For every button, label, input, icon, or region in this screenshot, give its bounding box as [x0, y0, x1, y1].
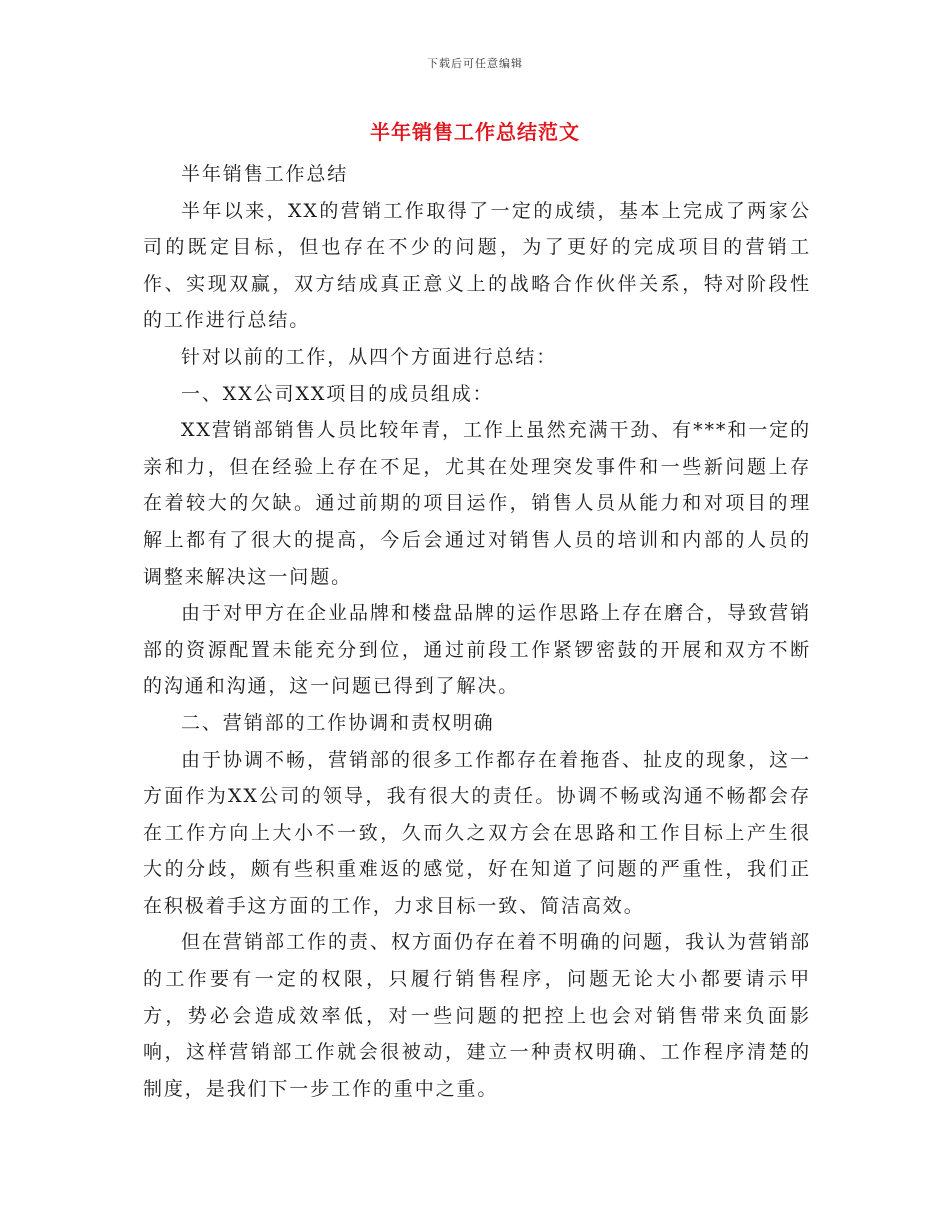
paragraph-intro: 半年以来，XX的营销工作取得了一定的成绩，基本上完成了两家公司的既定目标，但也存在不少的问题，为了更好的完成项目的营销工作、实现双赢，双方结成真正意义上的战略合作伙伴关系，特对阶段性的工作进行总结。 [143, 199, 811, 332]
page-header-note: 下载后可任意编辑 [427, 57, 523, 70]
document-body [143, 156, 811, 1107]
section-heading-1: 一、XX公司XX项目的成员组成： [181, 382, 494, 405]
paragraph-resources: 由于对甲方在企业品牌和楼盘品牌的运作思路上存在磨合，导致营销部的资源配置未能充分到位，通过前段工作紧锣密鼓的开展和双方不断的沟通和沟通，这一问题已得到了解决。 [143, 602, 811, 698]
document-title: 半年销售工作总结范文 [370, 120, 580, 144]
paragraph-team: XX营销部销售人员比较年青，工作上虽然充满干劲、有***和一定的亲和力，但在经验上存在不足，尤其在处理突发事件和一些新问题上存在着较大的欠缺。通过前期的项目运作，销售人员从能力和对项目的理解上都有了很大的提高，今后会通过对销售人员的培训和内部的人员的调整来解决这一问题。 [143, 419, 811, 588]
section-heading-2: 二、营销部的工作协调和责权明确 [181, 711, 495, 734]
paragraph-overview: 针对以前的工作，从四个方面进行总结： [181, 345, 558, 368]
paragraph-coordination: 由于协调不畅，营销部的很多工作都存在着拖沓、扯皮的现象，这一方面作为XX公司的领导，我有很大的责任。协调不畅或沟通不畅都会存在工作方向上大小不一致，久而久之双方会在思路和工作目标上产生很大的分歧，颇有些积重难返的感觉，好在知道了问题的严重性，我们正在积极着手这方面的工作，力求目标一致、简洁高效。 [143, 748, 811, 917]
paragraph-authority: 但在营销部工作的责、权方面仍存在着不明确的问题，我认为营销部的工作要有一定的权限，只履行销售程序，问题无论大小都要请示甲方，势必会造成效率低，对一些问题的把控上也会对销售带来负面影响，这样营销部工作就会很被动，建立一种责权明确、工作程序清楚的制度，是我们下一步工作的重中之重。 [143, 931, 811, 1100]
section-heading-summary: 半年销售工作总结 [181, 163, 349, 185]
